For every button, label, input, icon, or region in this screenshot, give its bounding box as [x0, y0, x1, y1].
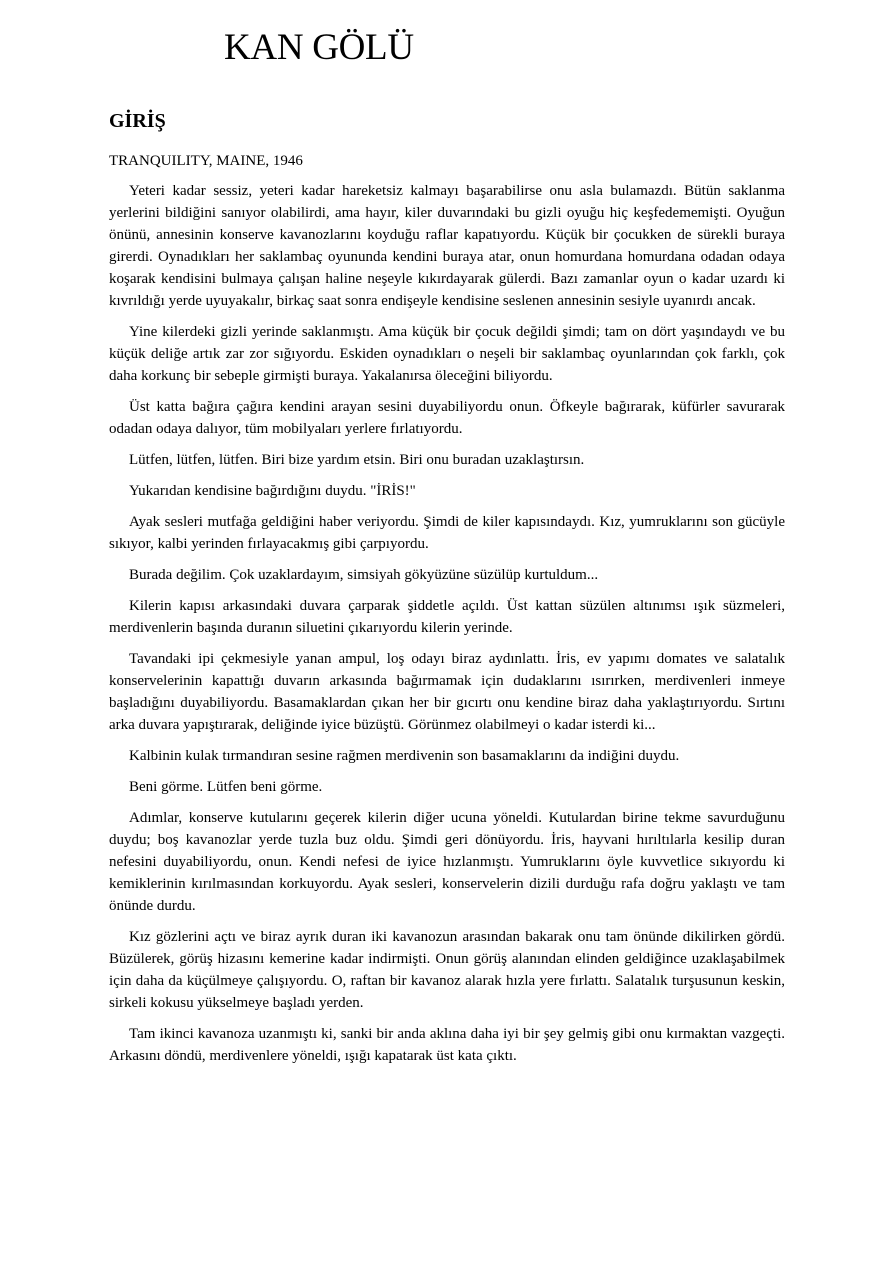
paragraph: Adımlar, konserve kutularını geçerek kilerin diğer ucuna yöneldi. Kutulardan birine tekme savurduğunu duydu; boş kavanozlar yerde tuzla buz oldu. Şimdi geri dönüyordu. İris, hayvani hırıltılarla kesilip duran nefesini duyabiliyordu, onun. Kendi nefesi de iyice hızlanmıştı. Yumruklarını öyle kuvvetlice sıkıyordu ki kemiklerinin kırılmasından korkuyordu. Ayak sesleri, konservelerin dizili durduğu rafa doğru yaklaştı ve tam önünde durdu.	[109, 810, 785, 914]
paragraph: Yeteri kadar sessiz, yeteri kadar hareketsiz kalmayı başarabilirse onu asla bulamazdı. Bütün saklanma yerlerini bildiğini sanıyor olabilirdi, ama hayır, kiler duvarındaki bu gizli oyuğu hiç keşfedememişti. Oyuğun önünü, annesinin konserve kavanozlarını koyduğu raflar kapatıyordu. Küçük bir çocukken de sürekli buraya girerdi. Oynadıkları her saklambaç oyununda kendini buraya atar, onun homurdana homurdana odadan odaya koşarak kendisini bulmaya çalışan haline neşeyle kıkırdayarak gülerdi. Bazı zamanlar oyun o kadar uzardı ki kıvrıldığı yerde uyuyakalır, birkaç saat sonra endişeyle kendisine seslenen annesinin sesiyle uyanırdı ancak.	[109, 183, 785, 309]
paragraph: Ayak sesleri mutfağa geldiğini haber veriyordu. Şimdi de kiler kapısındaydı. Kız, yumruklarını son gücüyle sıkıyor, kalbi yerinden fırlayacakmış gibi çarpıyordu.	[109, 514, 785, 552]
body-text	[109, 180, 785, 1076]
chapter-heading: GİRİŞ	[109, 110, 166, 132]
paragraph: Beni görme. Lütfen beni görme.	[129, 779, 323, 795]
paragraph: Üst katta bağıra çağıra kendini arayan sesini duyabiliyordu onun. Öfkeyle bağırarak, küfürler savurarak odadan odaya dalıyor, tüm mobilyaları yerlere fırlatıyordu.	[109, 399, 785, 437]
paragraph: Yukarıdan kendisine bağırdığını duydu. "İRİS!"	[129, 483, 416, 499]
paragraph: Yine kilerdeki gizli yerinde saklanmıştı. Ama küçük bir çocuk değildi şimdi; tam on dört yaşındaydı ve bu küçük deliğe artık zar zor sığıyordu. Eskiden oynadıkları o neşeli bir saklambaç oyunlarından çok farklı, çok daha korkunç bir sebeple girmişti buraya. Yakalanırsa öleceğini biliyordu.	[109, 324, 785, 384]
paragraph: Tavandaki ipi çekmesiyle yanan ampul, loş odayı biraz aydınlattı. İris, ev yapımı domates ve salatalık konservelerinin kapattığı duvarın arkasında bağırmamak için dudaklarını ısırırken, merdivenleri inmeye başladığını duyabiliyordu. Basamaklardan çıkan her bir gıcırtı onu kendine biraz daha yaklaştırıyordu. Sırtını arka duvara yapıştırarak, deliğinde iyice büzüştü. Görünmez olabilmeyi o kadar isterdi ki...	[109, 651, 785, 733]
paragraph: Kız gözlerini açtı ve biraz ayrık duran iki kavanozun arasından bakarak onu tam önünde dikilirken gördü. Büzülerek, görüş hizasını kemerine kadar indirmişti. Onun görüş alanından elinden geldiğince uzaklaşabilmek için daha da küçülmeye çalışıyordu. O, raftan bir kavanoz alarak hızla yere fırlattı. Salatalık turşusunun keskin, sirkeli kokusu yükselmeye başladı yerden.	[109, 929, 785, 1011]
book-title: KAN GÖLÜ	[224, 27, 414, 68]
paragraph: Kilerin kapısı arkasındaki duvara çarparak şiddetle açıldı. Üst kattan süzülen altınımsı ışık süzmeleri, merdivenlerin başında duranın siluetini çıkarıyordu kilerin yerinde.	[109, 598, 785, 636]
paragraph: Burada değilim. Çok uzaklardayım, simsiyah gökyüzüne süzülüp kurtuldum...	[129, 567, 599, 583]
location-dateline: TRANQUILITY, MAINE, 1946	[109, 153, 303, 169]
paragraph: Kalbinin kulak tırmandıran sesine rağmen merdivenin son basamaklarını da indiğini duydu.	[129, 748, 680, 764]
paragraph: Lütfen, lütfen, lütfen. Biri bize yardım etsin. Biri onu buradan uzaklaştırsın.	[129, 452, 585, 468]
paragraph: Tam ikinci kavanoza uzanmıştı ki, sanki bir anda aklına daha iyi bir şey gelmiş gibi onu kırmaktan vazgeçti. Arkasını döndü, merdivenlere yöneldi, ışığı kapatarak üst kata çıktı.	[109, 1026, 785, 1064]
